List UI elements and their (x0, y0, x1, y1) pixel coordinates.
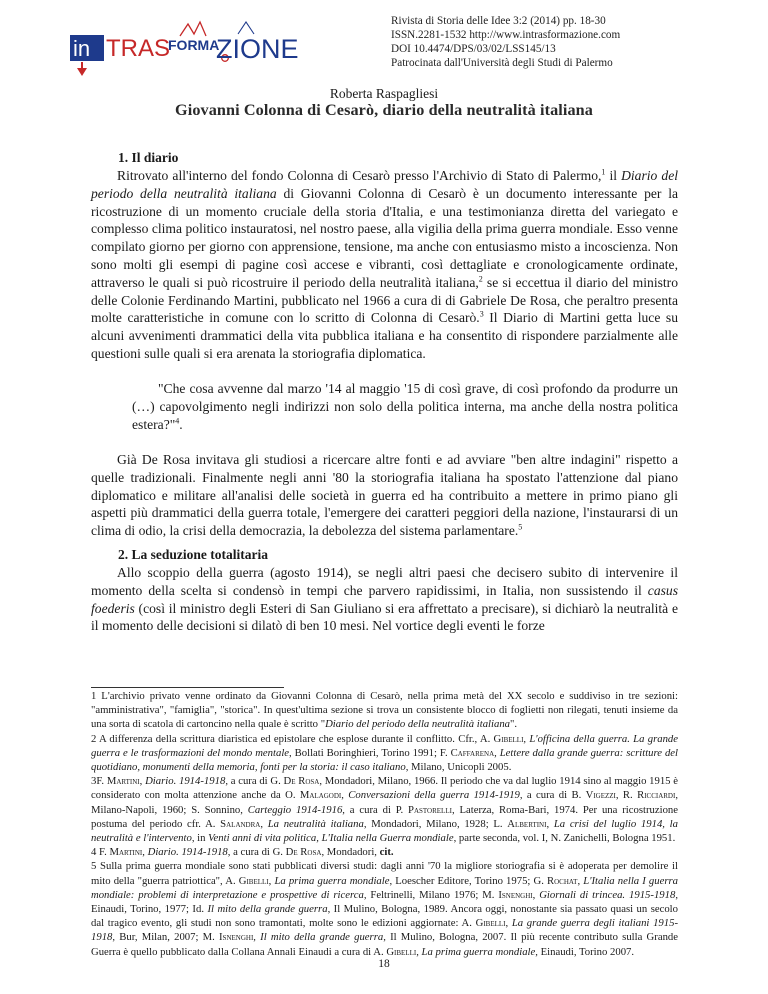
section-1-paragraph-2: Già De Rosa invitava gli studiosi a ricercare altre fonti e ad avviare "ben altre indagini" rispetto a quelle tradizionali. Finalmente negli anni '80 la storiografia italiana ha spostato l'attenzione dal piano diplomatico e militare all'analisi delle società in guerra ed ha contribuito a mettere in primo piano gli aspetti più drammatici della guerra totale, l'emergere dei caratteri peggiori della nazione, l'instaurarsi di un clima di odio, la crisi della democrazia, la debolezza del sistema parlamentare.$^5$ (91, 452, 678, 539)
journal-patronage: Patrocinata dall'Università degli Studi di Palermo (391, 57, 613, 69)
article-author: Roberta Raspagliesi (329, 86, 439, 101)
journal-issn-url: ISSN.2281-1532 http://www.intrasformazione.com (391, 29, 621, 41)
footnote-ref-2[interactable]: 2 (478, 274, 483, 284)
footnote-ref-5[interactable]: 5 (518, 522, 523, 532)
journal-logo (70, 18, 360, 78)
footnote-ref-1[interactable]: 1 (601, 167, 606, 177)
section-1-paragraph-1: Ritrovato all'interno del fondo Colonna di Cesarò presso l'Archivio di Stato di Palermo,$^1$ il Diario del periodo della neutralità italiana di Giovanni Colonna di Cesarò è un documento interessante per la ricostruzione di un momento cruciale della storia d'Italia, e una testimonianza diretta del variegato e complesso clima politico instauratosi, nel nostro paese, alla vigilia della prima guerra mondiale. Esso venne compilato giorno per giorno con apprensione, tensione, ma anche con entusiasmo misto a incoscienza. Non sono molti gli esempi di pagine così accese e vibranti, così dettagliate e cronologicamente ordinate, attraverso le quali si può ricostruire il periodo della neutralità italiana,$^2$ se si eccettua il diario del ministro delle Colonie Ferdinando Martini, pubblicato nel 1966 a cura di di Gabriele De Rosa, che peraltro presenta molte caratteristiche in comune con lo scritto di Colonna di Cesarò.$^3$ Il Diario di Martini getta luce su alcuni avvenimenti drammatici della vita pubblica italiana e ha consentito di rispondere parzialmente alle questioni sulle quali si era arenata la storiografia diplomatica. (91, 167, 679, 361)
logo-text-forma: FORMA (168, 37, 220, 53)
journal-doi: DOI 10.4474/DPS/03/02/LSS145/13 (391, 43, 556, 55)
section-2-heading: 2. La seduzione totalitaria (118, 547, 268, 562)
article-title: Giovanni Colonna di Cesarò, diario della neutralità italiana (175, 101, 593, 119)
journal-citation: Rivista di Storia delle Idee 3:2 (2014) pp. 18-30 (391, 15, 606, 27)
footnote-separator (91, 687, 284, 688)
footnote-5: 5 Sulla prima guerra mondiale sono stati pubblicati diversi studi: dagli anni '70 la migliore storiografia si è adoperata per demolire il mito della "guerra patriottica", A. Gibelli, La prima guerra mondiale, Loescher Editore, Torino 1975; G. Rochat, L'Italia nella I guerra mondiale: problemi di interpretazione e prospettive di ricerca, Feltrinelli, Milano 1976; M. Isnenghi, Giornali di trincea. 1915-1918, Einaudi, Torino, 1977; Id. Il mito della grande guerra, Il Mulino, Bologna, 1989. Ancora oggi, nonostante sia passato quasi un secolo dal tragico evento, gli studi non sono tramontati, molte sono le edizioni aggiornate: A. Gibelli, La grande guerra degli italiani 1915-1918, Bur, Milan, 2007; M. Isnenghi, Il mito della grande guerra, Il Mulino, Bologna, 2007. Il più recente contributo sulla Grande Guerra è quello pubblicato dalla Collana Annali Einaudi a cura di A. Gibelli, La prima guerra mondiale, Einaudi, Torino 2007. (91, 860, 679, 958)
section-1-heading: 1. Il diario (118, 150, 179, 165)
footnotes (91, 689, 678, 959)
footnote-1: 1 L'archivio privato venne ordinato da Giovanni Colonna di Cesarò, nella prima metà del XX secolo e suddiviso in tre sezioni: "amministrativa", "famiglia", "storica". In quest'ultima sezione si trova un consistente blocco di foglietti non rilegati, tenuti insieme da una sorta di scatola di cartoncino nella quale è scritto "Diario del periodo della neutralità italiana". (91, 690, 678, 731)
footnote-4: 4 F. Martini, Diario. 1914-1918, a cura di G. De Rosa, Mondadori, cit. (91, 846, 394, 859)
block-quote: "Che cosa avvenne dal marzo '14 al maggio '15 di così grave, di così profondo da produrre un (…) capovolgimento negli indirizzi non solo della politica interna, ma anche della nostra politica estera?"$^4$. (132, 381, 678, 432)
page-number: 18 (378, 958, 390, 970)
footnote-3: 3F. Martini, Diario. 1914-1918, a cura di G. De Rosa, Mondadori, Milano, 1966. Il periodo che va dal luglio 1914 sino al maggio 1915 è considerato con molta attenzione anche da O. Malagodi, Conversazioni della guerra 1914-1919, a cura di B. Vigezzi, R. Ricciardi, Milano-Napoli, 1960; S. Sonnino, Carteggio 1914-1916, a cura di P. Pastorelli, Laterza, Roma-Bari, 1974. Per una ricostruzione postuma del periodo cfr. A. Salandra, La neutralità italiana, Mondadori, Milano, 1928; L. Albertini, La crisi del luglio 1914, la neutralità e l'intervento, in Venti anni di vita politica, L'Italia nella Guerra mondiale, parte seconda, vol. I, N. Zanichelli, Bologna 1951. (91, 775, 679, 845)
logo-text-tras: TRAS (106, 35, 171, 62)
journal-info (391, 14, 620, 70)
logo-text-in: in (73, 36, 91, 61)
footnote-2: 2 A differenza della scrittura diaristica ed epistolare che esplose durante il conflitto. Cfr., A. Gibelli, L'officina della guerra. La grande guerra e le trasformazioni del mondo mentale, Bollati Boringhieri, Torino 1991; F. Caffarena, Lettere dalla grande guerra: scritture del quotidiano, monumenti della memoria, fonti per la storia: il caso italiano, Milano, Unicopli 2005. (91, 732, 679, 774)
footnote-ref-4[interactable]: 4 (175, 416, 180, 426)
footnote-ref-3[interactable]: 3 (479, 309, 484, 319)
section-2-paragraph-1: Allo scoppio della guerra (agosto 1914), se negli altri paesi che decisero subito di intervenire il momento della scelta si condensò in tempi che parvero rapidissimi, in Italia, non sussistendo il casus foederis (così il ministro degli Esteri di San Giuliano si era affrettato a precisare), si dichiarò la neutralità e il momento delle decisioni si dilatò di ben 10 mesi. Nel vortice degli eventi le forze (91, 565, 678, 634)
logo-text-zione: ZIONE (216, 34, 299, 64)
